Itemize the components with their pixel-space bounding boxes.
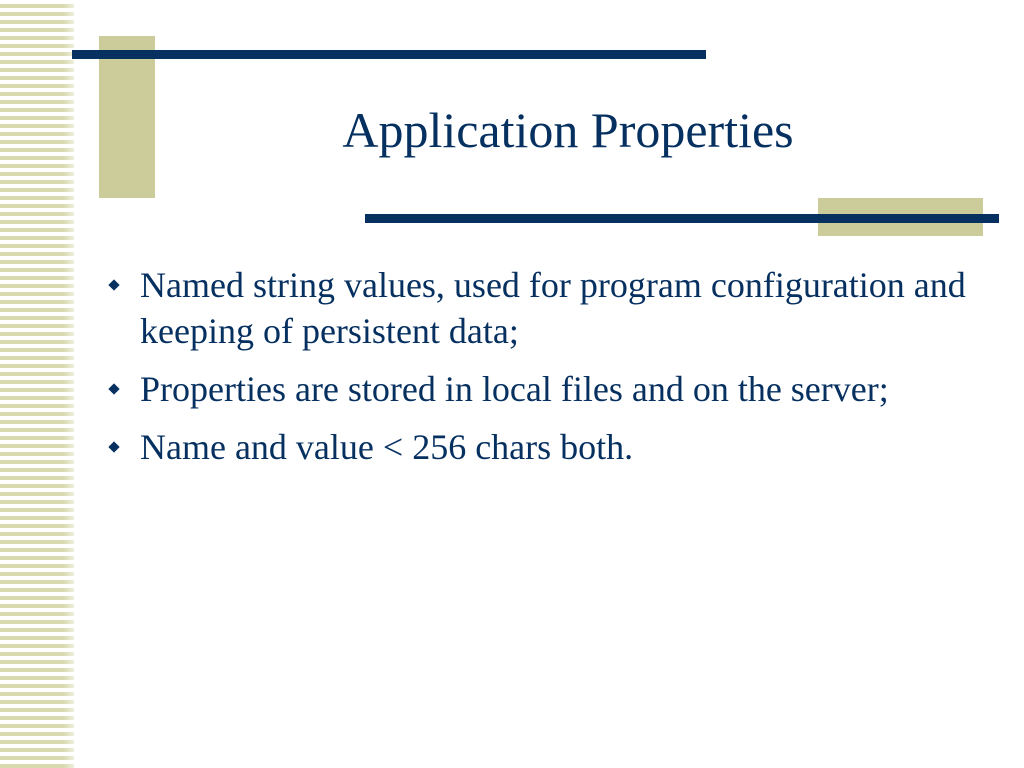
- bullet-item: [108, 366, 988, 412]
- bullet-list: [108, 262, 988, 482]
- diamond-bullet-icon: [108, 279, 120, 291]
- bullet-item: [108, 262, 988, 354]
- top-title-rule: [72, 50, 706, 59]
- bullet-text: Named string values, used for program configuration and keeping of persistent data;: [140, 265, 966, 351]
- bullet-text: Properties are stored in local files and on the server;: [140, 369, 889, 409]
- bullet-item: [108, 424, 988, 470]
- diamond-bullet-icon: [108, 383, 120, 395]
- bottom-title-rule: [365, 214, 999, 223]
- slide-title: Application Properties: [342, 102, 794, 158]
- left-stripe-decoration: [0, 0, 74, 768]
- diamond-bullet-icon: [108, 441, 120, 453]
- top-accent-block: [99, 36, 155, 198]
- bullet-text: Name and value < 256 chars both.: [140, 427, 634, 467]
